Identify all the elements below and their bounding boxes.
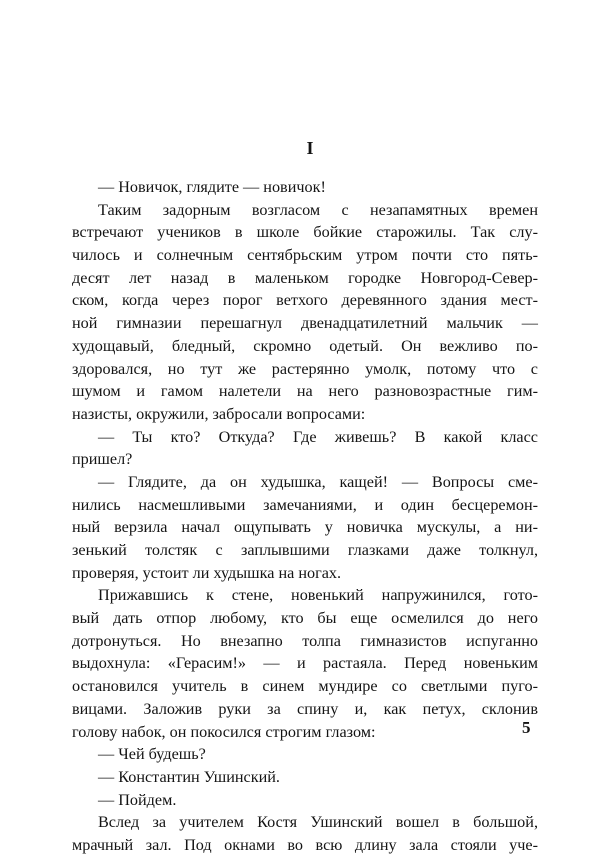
text-line: дотронуться. Но внезапно толпа гимназистов испуганно xyxy=(72,631,538,650)
text-line: Вслед за учителем Костя Ушинский вошел в большой, xyxy=(98,813,538,832)
text-line: — Новичок, глядите — новичок! xyxy=(98,178,326,196)
body-text xyxy=(72,176,538,857)
text-line: худощавый, бледный, скромно одетый. Он вежливо по- xyxy=(72,336,538,355)
text-line: проверяя, устоит ли худышка на ногах. xyxy=(72,563,342,582)
text-line: ный верзила начал ощупывать у новичка мускулы, а ни- xyxy=(72,518,538,537)
text-line: зенький толстяк с заплывшими глазками даже толкнул, xyxy=(72,541,538,559)
text-line: — Глядите, да он худышка, кащей! — Вопросы сме- xyxy=(98,472,538,491)
text-line: остановился учитель в синем мундире со светлыми пуго- xyxy=(72,677,538,696)
text-line: вицами. Заложив руки за спину и, как петух, склонив xyxy=(72,699,538,718)
text-line: — Константин Ушинский. xyxy=(98,767,280,786)
text-line: пришел? xyxy=(72,450,133,469)
text-line: десят лет назад в маленьком городке Новгород-Север- xyxy=(72,268,538,287)
text-line: ной гимназии перешагнул двенадцатилетний мальчик — xyxy=(72,314,538,333)
text-line: ском, когда через порог ветхого деревянного здания мест- xyxy=(72,291,538,310)
text-line: Таким задорным возгласом с незапамятных времен xyxy=(98,200,538,219)
text-line: здоровался, но тут же растерянно умолк, потому что с xyxy=(72,359,538,378)
text-line: вый дать отпор любому, кто бы еще осмелился до него xyxy=(72,609,538,628)
text-line: чилось и солнечным сентябрьским утром почти сто пять- xyxy=(72,246,538,265)
text-line: назисты, окружили, забросали вопросами: xyxy=(72,404,366,423)
text-line: встречают учеников в школе бойкие старожилы. Так слу- xyxy=(72,223,538,242)
text-line: выдохнула: «Герасим!» — и растаяла. Перед новеньким xyxy=(72,654,538,673)
text-line: мрачный зал. Под окнами во всю длину зала стояли уче- xyxy=(72,835,538,854)
text-line: голову набок, он покосился строгим глазом: xyxy=(72,722,376,741)
text-line: Прижавшись к стене, новенький напружинился, гото- xyxy=(98,586,538,605)
chapter-number: I xyxy=(306,138,314,158)
page-number: 5 xyxy=(522,718,531,737)
text-line: нились насмешливыми замечаниями, и один бесцеремон- xyxy=(72,495,538,514)
text-line: — Ты кто? Откуда? Где живешь? В какой класс xyxy=(98,427,538,446)
text-line: — Чей будешь? xyxy=(98,745,206,764)
text-line: — Пойдем. xyxy=(98,790,177,809)
text-line: шумом и гамом налетели на него разновозрастные гим- xyxy=(72,382,538,401)
